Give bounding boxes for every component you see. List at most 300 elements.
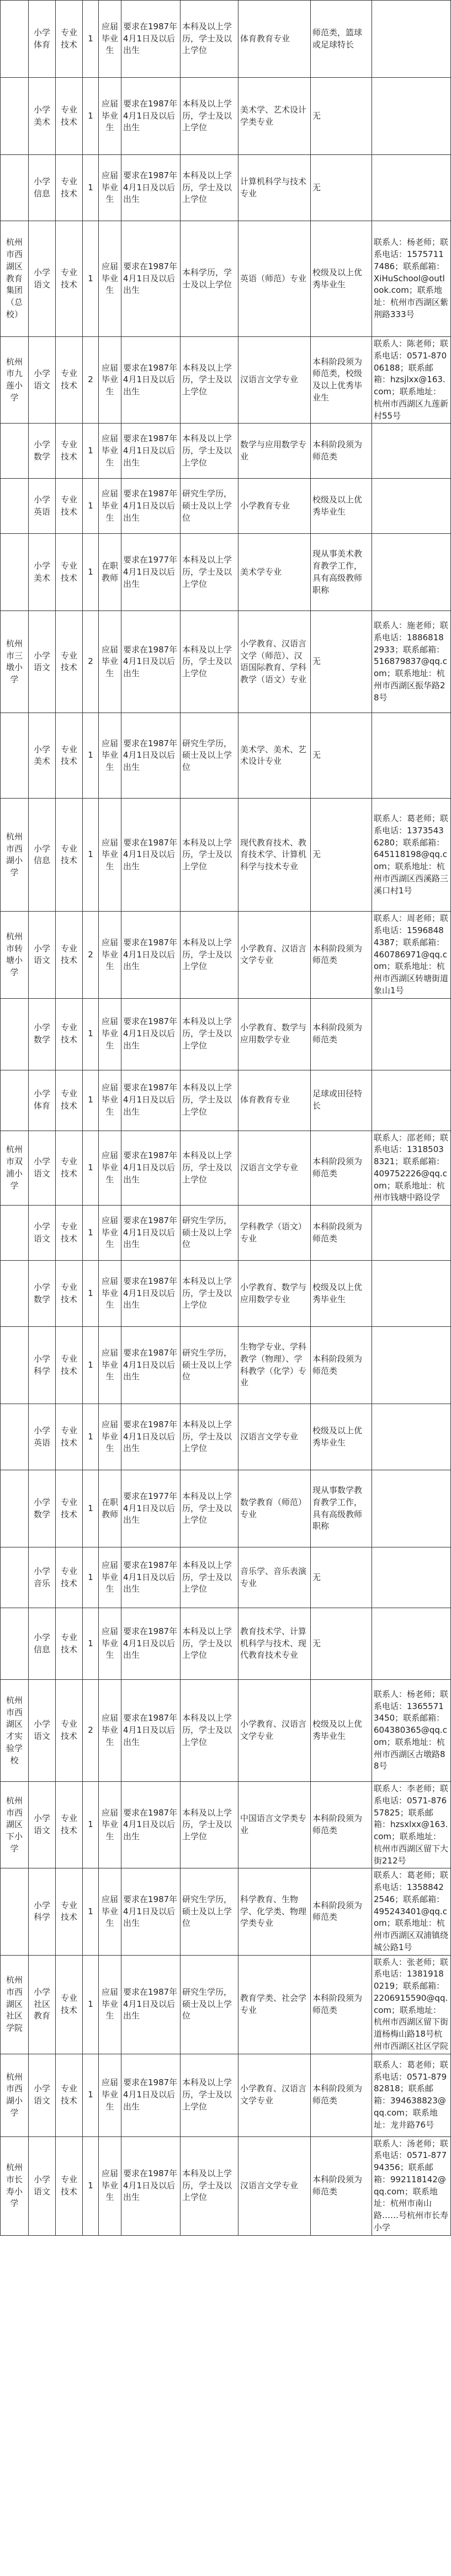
other-requirement-cell: 本科阶段须为师范类 — [311, 912, 372, 998]
other-requirement-cell: 校级及以上优秀毕业生 — [311, 1680, 372, 1782]
education-requirement-cell: 本科及以上学历，学士及以上学位 — [181, 534, 238, 611]
other-requirement-cell: 本科阶段须为师范类，校级及以上优秀毕业生 — [311, 337, 372, 424]
table-row — [1, 1868, 451, 1955]
hiring-count-cell: 1 — [83, 1470, 99, 1547]
post-type-cell: 专业技术 — [56, 2054, 83, 2136]
post-name-cell: 小学语文 — [29, 1206, 56, 1261]
school-name-cell: 杭州市转塘小学 — [1, 912, 29, 998]
hiring-count-cell: 1 — [83, 78, 99, 155]
candidate-type-cell: 应届毕业生 — [99, 337, 121, 424]
major-requirement-cell: 学科教学（语文）专业 — [238, 1206, 311, 1261]
contact-info-cell — [372, 1547, 451, 1608]
post-type-cell: 专业技术 — [56, 912, 83, 998]
school-name-cell: 杭州市九莲小学 — [1, 337, 29, 424]
post-name-cell: 小学科学 — [29, 1327, 56, 1404]
contact-info-cell: 联系人：张老师；联系电话：13819180219；联系邮箱：2206915590@qq.com；联系地址：杭州市西湖区留下街道杨梅山路18号杭州市西湖区社区学院 — [372, 1955, 451, 2054]
hiring-count-cell: 2 — [83, 611, 99, 713]
school-name-cell — [1, 1547, 29, 1608]
school-name-cell — [1, 1608, 29, 1680]
other-requirement-cell: 本科阶段须为师范类 — [311, 1206, 372, 1261]
table-row — [1, 1070, 451, 1131]
major-requirement-cell: 汉语言文学专业 — [238, 1131, 311, 1206]
hiring-count-cell: 2 — [83, 1680, 99, 1782]
age-requirement-cell: 要求在1987年4月1日及以后出生 — [121, 1261, 181, 1327]
table-row — [1, 1782, 451, 1868]
post-name-cell: 小学体育 — [29, 1, 56, 78]
post-name-cell: 小学语文 — [29, 1782, 56, 1868]
post-type-cell: 专业技术 — [56, 479, 83, 534]
other-requirement-cell: 校级及以上优秀毕业生 — [311, 1261, 372, 1327]
post-name-cell: 小学语文 — [29, 912, 56, 998]
candidate-type-cell: 在职教师 — [99, 1470, 121, 1547]
post-name-cell: 小学数学 — [29, 1470, 56, 1547]
post-type-cell: 专业技术 — [56, 1868, 83, 1955]
post-name-cell: 小学信息 — [29, 1608, 56, 1680]
age-requirement-cell: 要求在1987年4月1日及以后出生 — [121, 155, 181, 221]
hiring-count-cell: 1 — [83, 2136, 99, 2235]
hiring-count-cell: 1 — [83, 155, 99, 221]
major-requirement-cell: 计算机科学与技术专业 — [238, 155, 311, 221]
other-requirement-cell: 本科阶段须为师范类 — [311, 1955, 372, 2054]
school-name-cell — [1, 998, 29, 1070]
education-requirement-cell: 本科及以上学历，学士及以上学位 — [181, 1680, 238, 1782]
contact-info-cell — [372, 479, 451, 534]
education-requirement-cell: 本科及以上学历，学士及以上学位 — [181, 998, 238, 1070]
major-requirement-cell: 汉语言文学专业 — [238, 337, 311, 424]
post-name-cell: 小学美术 — [29, 534, 56, 611]
post-type-cell: 专业技术 — [56, 1206, 83, 1261]
candidate-type-cell: 应届毕业生 — [99, 1070, 121, 1131]
contact-info-cell: 联系人：杨老师；联系电话：13655713450；联系邮箱：604380365@qq.com；联系地址：杭州市西湖区古墩路88号 — [372, 1680, 451, 1782]
post-name-cell: 小学语文 — [29, 1680, 56, 1782]
school-name-cell — [1, 1261, 29, 1327]
school-name-cell: 杭州市长寿小学 — [1, 2136, 29, 2235]
hiring-count-cell: 1 — [83, 221, 99, 337]
table-row — [1, 1261, 451, 1327]
age-requirement-cell: 要求在1987年4月1日及以后出生 — [121, 799, 181, 912]
post-type-cell: 专业技术 — [56, 1782, 83, 1868]
contact-info-cell — [372, 1327, 451, 1404]
education-requirement-cell: 本科及以上学历，学士及以上学位 — [181, 2136, 238, 2235]
table-row — [1, 534, 451, 611]
education-requirement-cell: 本科及以上学历，学士及以上学位 — [181, 1261, 238, 1327]
education-requirement-cell: 本科及以上学历，学士及以上学位 — [181, 337, 238, 424]
table-row — [1, 1404, 451, 1470]
education-requirement-cell: 本科及以上学历，学士及以上学位 — [181, 424, 238, 479]
post-type-cell: 专业技术 — [56, 155, 83, 221]
hiring-count-cell: 1 — [83, 1327, 99, 1404]
post-type-cell: 专业技术 — [56, 611, 83, 713]
candidate-type-cell: 应届毕业生 — [99, 713, 121, 799]
school-name-cell — [1, 1327, 29, 1404]
other-requirement-cell: 无 — [311, 155, 372, 221]
other-requirement-cell: 无 — [311, 799, 372, 912]
contact-info-cell: 联系人：周老师；联系电话：15968484387；联系邮箱：460786971@qq.com；联系地址：杭州市西湖区转塘街道象山1号 — [372, 912, 451, 998]
contact-info-cell — [372, 1206, 451, 1261]
hiring-count-cell: 1 — [83, 1782, 99, 1868]
post-name-cell: 小学信息 — [29, 155, 56, 221]
education-requirement-cell: 研究生学历，硕士及以上学位 — [181, 1955, 238, 2054]
age-requirement-cell: 要求在1987年4月1日及以后出生 — [121, 221, 181, 337]
education-requirement-cell: 本科及以上学历，学士及以上学位 — [181, 912, 238, 998]
post-type-cell: 专业技术 — [56, 1680, 83, 1782]
post-type-cell: 专业技术 — [56, 1261, 83, 1327]
post-type-cell: 专业技术 — [56, 221, 83, 337]
table-row — [1, 155, 451, 221]
post-type-cell: 专业技术 — [56, 78, 83, 155]
contact-info-cell — [372, 1608, 451, 1680]
contact-info-cell — [372, 998, 451, 1070]
contact-info-cell: 联系人：葛老师；联系电话：13735436280；联系邮箱：645118198@qq.com；联系地址：杭州市西湖区西溪路三溪口村1号 — [372, 799, 451, 912]
school-name-cell — [1, 424, 29, 479]
age-requirement-cell: 要求在1987年4月1日及以后出生 — [121, 424, 181, 479]
other-requirement-cell: 无 — [311, 78, 372, 155]
other-requirement-cell: 校级及以上优秀毕业生 — [311, 221, 372, 337]
contact-info-cell: 联系人：杨老师；联系电话：15757117486；联系邮箱：XiHuSchool@outlook.com；联系地址：杭州市西湖区紫荆路333号 — [372, 221, 451, 337]
candidate-type-cell: 应届毕业生 — [99, 912, 121, 998]
table-row — [1, 1955, 451, 2054]
contact-info-cell — [372, 78, 451, 155]
candidate-type-cell: 应届毕业生 — [99, 799, 121, 912]
other-requirement-cell: 本科阶段须为师范类 — [311, 1131, 372, 1206]
hiring-count-cell: 1 — [83, 1404, 99, 1470]
age-requirement-cell: 要求在1987年4月1日及以后出生 — [121, 1070, 181, 1131]
contact-info-cell — [372, 534, 451, 611]
education-requirement-cell: 本科及以上学历，学士及以上学位 — [181, 1470, 238, 1547]
hiring-count-cell: 1 — [83, 1131, 99, 1206]
post-name-cell: 小学信息 — [29, 799, 56, 912]
school-name-cell: 杭州市双浦小学 — [1, 1131, 29, 1206]
major-requirement-cell: 美术学、艺术设计学类专业 — [238, 78, 311, 155]
post-name-cell: 小学数学 — [29, 998, 56, 1070]
table-row — [1, 2054, 451, 2136]
post-name-cell: 小学语文 — [29, 611, 56, 713]
education-requirement-cell: 研究生学历，硕士及以上学位 — [181, 713, 238, 799]
post-type-cell: 专业技术 — [56, 998, 83, 1070]
hiring-count-cell: 1 — [83, 799, 99, 912]
age-requirement-cell: 要求在1987年4月1日及以后出生 — [121, 1, 181, 78]
contact-info-cell: 联系人：邵老师；联系电话：13185038321；联系邮箱：409752226@qq.com；联系地址：杭州市钱塘中路设学 — [372, 1131, 451, 1206]
school-name-cell — [1, 479, 29, 534]
age-requirement-cell: 要求在1987年4月1日及以后出生 — [121, 1868, 181, 1955]
table-row — [1, 1470, 451, 1547]
age-requirement-cell: 要求在1987年4月1日及以后出生 — [121, 479, 181, 534]
candidate-type-cell: 应届毕业生 — [99, 155, 121, 221]
hiring-count-cell: 1 — [83, 713, 99, 799]
education-requirement-cell: 本科及以上学历，学士及以上学位 — [181, 1608, 238, 1680]
table-row — [1, 799, 451, 912]
table-row — [1, 337, 451, 424]
recruitment-table-body — [1, 1, 451, 2236]
school-name-cell: 杭州市西湖小学 — [1, 2054, 29, 2136]
other-requirement-cell: 现从事美术教育教学工作，具有高级教师职称 — [311, 534, 372, 611]
table-row — [1, 1, 451, 78]
education-requirement-cell: 本科及以上学历，学士及以上学位 — [181, 1404, 238, 1470]
other-requirement-cell: 本科阶段须为师范类 — [311, 2136, 372, 2235]
other-requirement-cell: 本科阶段须为师范类 — [311, 1327, 372, 1404]
post-name-cell: 小学美术 — [29, 78, 56, 155]
other-requirement-cell: 无 — [311, 1608, 372, 1680]
table-row — [1, 2136, 451, 2235]
post-name-cell: 小学英语 — [29, 479, 56, 534]
age-requirement-cell: 要求在1987年4月1日及以后出生 — [121, 1782, 181, 1868]
post-name-cell: 小学数学 — [29, 1261, 56, 1327]
hiring-count-cell: 2 — [83, 912, 99, 998]
major-requirement-cell: 小学教育、汉语言文学专业 — [238, 912, 311, 998]
major-requirement-cell: 科学教育、生物学、化学类、物理学类专业 — [238, 1868, 311, 1955]
post-name-cell: 小学语文 — [29, 221, 56, 337]
candidate-type-cell: 应届毕业生 — [99, 1955, 121, 2054]
school-name-cell — [1, 1868, 29, 1955]
candidate-type-cell: 应届毕业生 — [99, 1, 121, 78]
other-requirement-cell: 本科阶段须为师范类 — [311, 424, 372, 479]
major-requirement-cell: 音乐学、音乐表演专业 — [238, 1547, 311, 1608]
age-requirement-cell: 要求在1987年4月1日及以后出生 — [121, 2054, 181, 2136]
major-requirement-cell: 小学教育专业 — [238, 479, 311, 534]
age-requirement-cell: 要求在1987年4月1日及以后出生 — [121, 1955, 181, 2054]
education-requirement-cell: 研究生学历，硕士及以上学位 — [181, 1206, 238, 1261]
candidate-type-cell: 应届毕业生 — [99, 424, 121, 479]
age-requirement-cell: 要求在1987年4月1日及以后出生 — [121, 1680, 181, 1782]
candidate-type-cell: 应届毕业生 — [99, 1782, 121, 1868]
candidate-type-cell: 应届毕业生 — [99, 78, 121, 155]
contact-info-cell — [372, 1404, 451, 1470]
other-requirement-cell: 足球或田径特长 — [311, 1070, 372, 1131]
contact-info-cell: 联系人：汤老师；联系电话：0571-87794356；联系邮箱：992118142@qq.com；联系地址：杭州市南山路……号杭州市长寿小学 — [372, 2136, 451, 2235]
major-requirement-cell: 数学教育（师范）专业 — [238, 1470, 311, 1547]
candidate-type-cell: 应届毕业生 — [99, 611, 121, 713]
candidate-type-cell: 应届毕业生 — [99, 998, 121, 1070]
age-requirement-cell: 要求在1987年4月1日及以后出生 — [121, 1327, 181, 1404]
age-requirement-cell: 要求在1987年4月1日及以后出生 — [121, 713, 181, 799]
post-type-cell: 专业技术 — [56, 337, 83, 424]
education-requirement-cell: 本科及以上学历，学士及以上学位 — [181, 1070, 238, 1131]
education-requirement-cell: 本科及以上学历，学士及以上学位 — [181, 2054, 238, 2136]
major-requirement-cell: 汉语言文学专业 — [238, 2136, 311, 2235]
other-requirement-cell: 无 — [311, 1547, 372, 1608]
post-type-cell: 专业技术 — [56, 534, 83, 611]
age-requirement-cell: 要求在1987年4月1日及以后出生 — [121, 611, 181, 713]
school-name-cell — [1, 534, 29, 611]
hiring-count-cell: 1 — [83, 1955, 99, 2054]
table-row — [1, 424, 451, 479]
contact-info-cell — [372, 713, 451, 799]
hiring-count-cell: 1 — [83, 1547, 99, 1608]
table-row — [1, 221, 451, 337]
contact-info-cell — [372, 1261, 451, 1327]
age-requirement-cell: 要求在1987年4月1日及以后出生 — [121, 912, 181, 998]
age-requirement-cell: 要求在1977年4月1日及以后出生 — [121, 534, 181, 611]
hiring-count-cell: 1 — [83, 1, 99, 78]
table-row — [1, 479, 451, 534]
major-requirement-cell: 教育技术学、计算机科学与技术、现代教育技术专业 — [238, 1608, 311, 1680]
contact-info-cell — [372, 1, 451, 78]
post-type-cell: 专业技术 — [56, 1955, 83, 2054]
hiring-count-cell: 1 — [83, 1070, 99, 1131]
major-requirement-cell: 数学与应用数学专业 — [238, 424, 311, 479]
other-requirement-cell: 本科阶段须为师范类 — [311, 2054, 372, 2136]
school-name-cell — [1, 78, 29, 155]
major-requirement-cell: 美术学、美术、艺术设计专业 — [238, 713, 311, 799]
hiring-count-cell: 1 — [83, 1608, 99, 1680]
post-type-cell: 专业技术 — [56, 1547, 83, 1608]
education-requirement-cell: 本科及以上学历，学士及以上学位 — [181, 799, 238, 912]
major-requirement-cell: 汉语言文学专业 — [238, 1404, 311, 1470]
post-type-cell: 专业技术 — [56, 1, 83, 78]
post-name-cell: 小学英语 — [29, 1404, 56, 1470]
table-row — [1, 1680, 451, 1782]
major-requirement-cell: 英语（师范）专业 — [238, 221, 311, 337]
contact-info-cell — [372, 424, 451, 479]
table-row — [1, 713, 451, 799]
other-requirement-cell: 本科阶段须为师范类 — [311, 998, 372, 1070]
table-row — [1, 1206, 451, 1261]
major-requirement-cell: 中国语言文学类专业 — [238, 1782, 311, 1868]
education-requirement-cell: 研究生学历，硕士及以上学位 — [181, 1327, 238, 1404]
post-type-cell: 专业技术 — [56, 713, 83, 799]
post-type-cell: 专业技术 — [56, 424, 83, 479]
age-requirement-cell: 要求在1977年4月1日及以后出生 — [121, 1470, 181, 1547]
age-requirement-cell: 要求在1987年4月1日及以后出生 — [121, 1206, 181, 1261]
school-name-cell — [1, 1404, 29, 1470]
school-name-cell — [1, 1, 29, 78]
other-requirement-cell: 本科阶段须为师范类 — [311, 1868, 372, 1955]
candidate-type-cell: 应届毕业生 — [99, 2054, 121, 2136]
other-requirement-cell: 本科阶段须为师范类 — [311, 1782, 372, 1868]
hiring-count-cell: 1 — [83, 1206, 99, 1261]
post-type-cell: 专业技术 — [56, 1470, 83, 1547]
contact-info-cell — [372, 1470, 451, 1547]
other-requirement-cell: 校级及以上优秀毕业生 — [311, 1404, 372, 1470]
table-row — [1, 1608, 451, 1680]
contact-info-cell: 联系人：施老师；联系电话：18868182933；联系邮箱：516879837@qq.com；联系地址：杭州市西湖区振华路28号 — [372, 611, 451, 713]
major-requirement-cell: 体育教育专业 — [238, 1, 311, 78]
education-requirement-cell: 本科及以上学历，学士及以上学位 — [181, 1, 238, 78]
candidate-type-cell: 应届毕业生 — [99, 1547, 121, 1608]
education-requirement-cell: 本科及以上学历，学士及以上学位 — [181, 1547, 238, 1608]
post-type-cell: 专业技术 — [56, 1608, 83, 1680]
other-requirement-cell: 现从事数学教育教学工作，具有高级教师职称 — [311, 1470, 372, 1547]
other-requirement-cell: 校级及以上优秀毕业生 — [311, 479, 372, 534]
age-requirement-cell: 要求在1987年4月1日及以后出生 — [121, 1547, 181, 1608]
post-type-cell: 专业技术 — [56, 1327, 83, 1404]
major-requirement-cell: 现代教育技术、教育技术学、计算机科学与技术专业 — [238, 799, 311, 912]
table-row — [1, 912, 451, 998]
other-requirement-cell: 师范类，篮球或足球特长 — [311, 1, 372, 78]
post-name-cell: 小学美术 — [29, 713, 56, 799]
post-name-cell: 小学体育 — [29, 1070, 56, 1131]
hiring-count-cell: 1 — [83, 2054, 99, 2136]
hiring-count-cell: 1 — [83, 1261, 99, 1327]
other-requirement-cell: 无 — [311, 713, 372, 799]
major-requirement-cell: 小学教育、汉语言文学专业 — [238, 2054, 311, 2136]
school-name-cell — [1, 155, 29, 221]
candidate-type-cell: 应届毕业生 — [99, 2136, 121, 2235]
hiring-count-cell: 1 — [83, 998, 99, 1070]
major-requirement-cell: 小学教育、汉语言文学专业 — [238, 1680, 311, 1782]
school-name-cell: 杭州市西湖区教育集团（总校） — [1, 221, 29, 337]
table-row — [1, 1547, 451, 1608]
hiring-count-cell: 1 — [83, 534, 99, 611]
hiring-count-cell: 2 — [83, 337, 99, 424]
education-requirement-cell: 研究生学历，硕士及以上学位 — [181, 479, 238, 534]
post-type-cell: 专业技术 — [56, 2136, 83, 2235]
candidate-type-cell: 在职教师 — [99, 534, 121, 611]
education-requirement-cell: 本科学历，学士及以上学位 — [181, 221, 238, 337]
education-requirement-cell: 本科及以上学历，学士及以上学位 — [181, 78, 238, 155]
candidate-type-cell: 应届毕业生 — [99, 479, 121, 534]
age-requirement-cell: 要求在1987年4月1日及以后出生 — [121, 2136, 181, 2235]
contact-info-cell: 联系人：葛老师；联系电话：13588422546；联系邮箱：495243401@qq.com；联系地址：杭州市西湖区双浦镇绕城公路1号 — [372, 1868, 451, 1955]
post-name-cell: 小学音乐 — [29, 1547, 56, 1608]
education-requirement-cell: 本科及以上学历，学士及以上学位 — [181, 611, 238, 713]
school-name-cell — [1, 1206, 29, 1261]
candidate-type-cell: 应届毕业生 — [99, 1261, 121, 1327]
candidate-type-cell: 应届毕业生 — [99, 1327, 121, 1404]
post-name-cell: 小学数学 — [29, 424, 56, 479]
post-type-cell: 专业技术 — [56, 799, 83, 912]
education-requirement-cell: 研究生学历，硕士及以上学位 — [181, 1868, 238, 1955]
candidate-type-cell: 应届毕业生 — [99, 1680, 121, 1782]
hiring-count-cell: 1 — [83, 424, 99, 479]
age-requirement-cell: 要求在1987年4月1日及以后出生 — [121, 998, 181, 1070]
hiring-count-cell: 1 — [83, 479, 99, 534]
age-requirement-cell: 要求在1987年4月1日及以后出生 — [121, 337, 181, 424]
post-name-cell: 小学语文 — [29, 2136, 56, 2235]
table-row — [1, 1131, 451, 1206]
major-requirement-cell: 教育学类、社会学专业 — [238, 1955, 311, 2054]
contact-info-cell — [372, 1070, 451, 1131]
candidate-type-cell: 应届毕业生 — [99, 1404, 121, 1470]
contact-info-cell: 联系人：陈老师；联系电话：0571-87006188；联系邮箱：hzsjlxx@163.com；联系地址：杭州市西湖区九莲新村55号 — [372, 337, 451, 424]
school-name-cell: 杭州市西湖区社区学院 — [1, 1955, 29, 2054]
age-requirement-cell: 要求在1987年4月1日及以后出生 — [121, 1608, 181, 1680]
major-requirement-cell: 体育教育专业 — [238, 1070, 311, 1131]
post-name-cell: 小学社区教育 — [29, 1955, 56, 2054]
table-row — [1, 1327, 451, 1404]
post-type-cell: 专业技术 — [56, 1404, 83, 1470]
major-requirement-cell: 小学教育、数学与应用数学专业 — [238, 998, 311, 1070]
table-row — [1, 998, 451, 1070]
post-name-cell: 小学语文 — [29, 1131, 56, 1206]
post-name-cell: 小学科学 — [29, 1868, 56, 1955]
candidate-type-cell: 应届毕业生 — [99, 1206, 121, 1261]
hiring-count-cell: 1 — [83, 1868, 99, 1955]
contact-info-cell — [372, 155, 451, 221]
age-requirement-cell: 要求在1987年4月1日及以后出生 — [121, 1131, 181, 1206]
school-name-cell: 杭州市三墩小学 — [1, 611, 29, 713]
education-requirement-cell: 本科及以上学历，学士及以上学位 — [181, 1131, 238, 1206]
other-requirement-cell: 无 — [311, 611, 372, 713]
school-name-cell — [1, 713, 29, 799]
candidate-type-cell: 应届毕业生 — [99, 1868, 121, 1955]
candidate-type-cell: 应届毕业生 — [99, 1608, 121, 1680]
school-name-cell: 杭州市西湖小学 — [1, 799, 29, 912]
candidate-type-cell: 应届毕业生 — [99, 1131, 121, 1206]
school-name-cell: 杭州市西湖区下小学 — [1, 1782, 29, 1868]
age-requirement-cell: 要求在1987年4月1日及以后出生 — [121, 1404, 181, 1470]
candidate-type-cell: 应届毕业生 — [99, 221, 121, 337]
post-name-cell: 小学语文 — [29, 2054, 56, 2136]
age-requirement-cell: 要求在1987年4月1日及以后出生 — [121, 78, 181, 155]
table-row — [1, 78, 451, 155]
major-requirement-cell: 美术学专业 — [238, 534, 311, 611]
education-requirement-cell: 本科及以上学历，学士及以上学位 — [181, 155, 238, 221]
school-name-cell — [1, 1470, 29, 1547]
post-name-cell: 小学语文 — [29, 337, 56, 424]
major-requirement-cell: 生物学专业、学科教学（物理）、学科教学（化学）专业 — [238, 1327, 311, 1404]
post-type-cell: 专业技术 — [56, 1131, 83, 1206]
